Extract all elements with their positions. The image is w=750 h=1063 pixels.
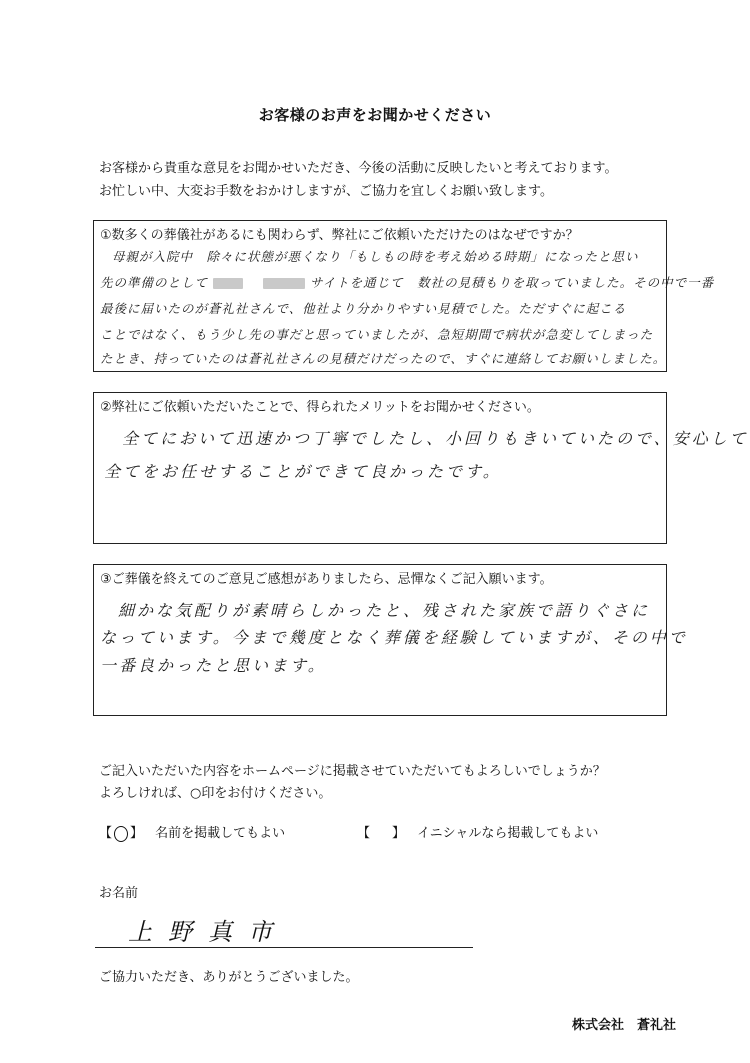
option-bracket-open: 【: [357, 826, 371, 841]
question-1-answer-line: [100, 273, 714, 291]
consent-question: ご記入いただいた内容をホームページに掲載させていただいてもよろしいでしょうか？: [99, 764, 606, 779]
question-1-answer-line: ことではなく、もう少し先の事だと思っていましたが、急短期間で病状が急変してしまった: [100, 327, 654, 342]
question-3-answer-line: 一番良かったと思います。: [100, 656, 327, 675]
consent-instruction: よろしければ、○印をお付けください。: [99, 786, 332, 801]
intro-line-1: お客様から貴重な意見をお聞かせいただき、今後の活動に反映したいと考えております。: [99, 161, 618, 176]
question-1-box: [93, 220, 715, 372]
name-value[interactable]: 上野真市: [128, 918, 288, 946]
question-1-label: ①数多くの葬儀社があるにも関わらず、弊社にご依頼いただけたのはなぜですか？: [100, 228, 579, 243]
question-1-answer-line: 最後に届いたのが蒼礼社さんで、他社より分かりやすい見積でした。ただすぐに起こる: [100, 301, 627, 316]
question-2-box: [93, 392, 749, 544]
question-3-answer-line: なっています。今まで幾度となく葬儀を経験していますが、その中で: [100, 628, 688, 647]
question-2-answer-line: 全てをお任せすることができて良かったです。: [104, 462, 502, 481]
question-3-answer-line: 細かな気配りが素晴らしかったと、残された家族で語りぐさに: [118, 601, 651, 620]
question-1-answer-suffix: サイトを通じて 数社の見積もりを取っていました。その中で一番: [309, 275, 715, 290]
question-3-box: [93, 564, 688, 716]
company-name: 株式会社 蒼礼社: [572, 1018, 677, 1033]
option-bracket-close: 】: [130, 826, 144, 841]
option-name-label: 名前を掲載してもよい: [155, 826, 286, 841]
name-label: お名前: [99, 886, 139, 901]
option-bracket-close: 】: [392, 826, 406, 841]
signature-line: [95, 947, 473, 948]
question-2-answer-line: 全てにおいて迅速かつ丁寧でしたし、小回りもきいていたので、安心して: [122, 429, 749, 448]
question-1-answer-prefix: 先の準備のとして: [100, 275, 209, 290]
redacted-block: [213, 278, 243, 289]
question-2-label: ②弊社にご依頼いただいたことで、得られたメリットをお聞かせください。: [100, 400, 540, 415]
check-circle-icon[interactable]: [114, 826, 128, 842]
consent-option-name[interactable]: [99, 822, 285, 842]
option-bracket-open: 【: [99, 826, 113, 841]
consent-option-initial[interactable]: [357, 822, 598, 841]
question-3-label: ③ご葬儀を終えてのご意見ご感想がありましたら、忌憚なくご記入願います。: [100, 572, 553, 587]
intro-line-2: お忙しい中、大変お手数をおかけしますが、ご協力を宜しくお願い致します。: [99, 184, 553, 199]
option-initial-label: イニシャルなら掲載してもよい: [417, 826, 599, 841]
question-1-answer-line: たとき、持っていたのは蒼礼社さんの見積だけだったので、すぐに連絡してお願いしました。: [100, 351, 667, 366]
page-title: お客様のお声をお聞かせください: [258, 106, 492, 124]
question-1-answer-line: 母親が入院中 除々に状態が悪くなり「もしもの時を考え始める時期」になったと思い: [112, 249, 639, 264]
thanks-text: ご協力いただき、ありがとうございました。: [99, 970, 359, 985]
redacted-block: [263, 278, 305, 289]
